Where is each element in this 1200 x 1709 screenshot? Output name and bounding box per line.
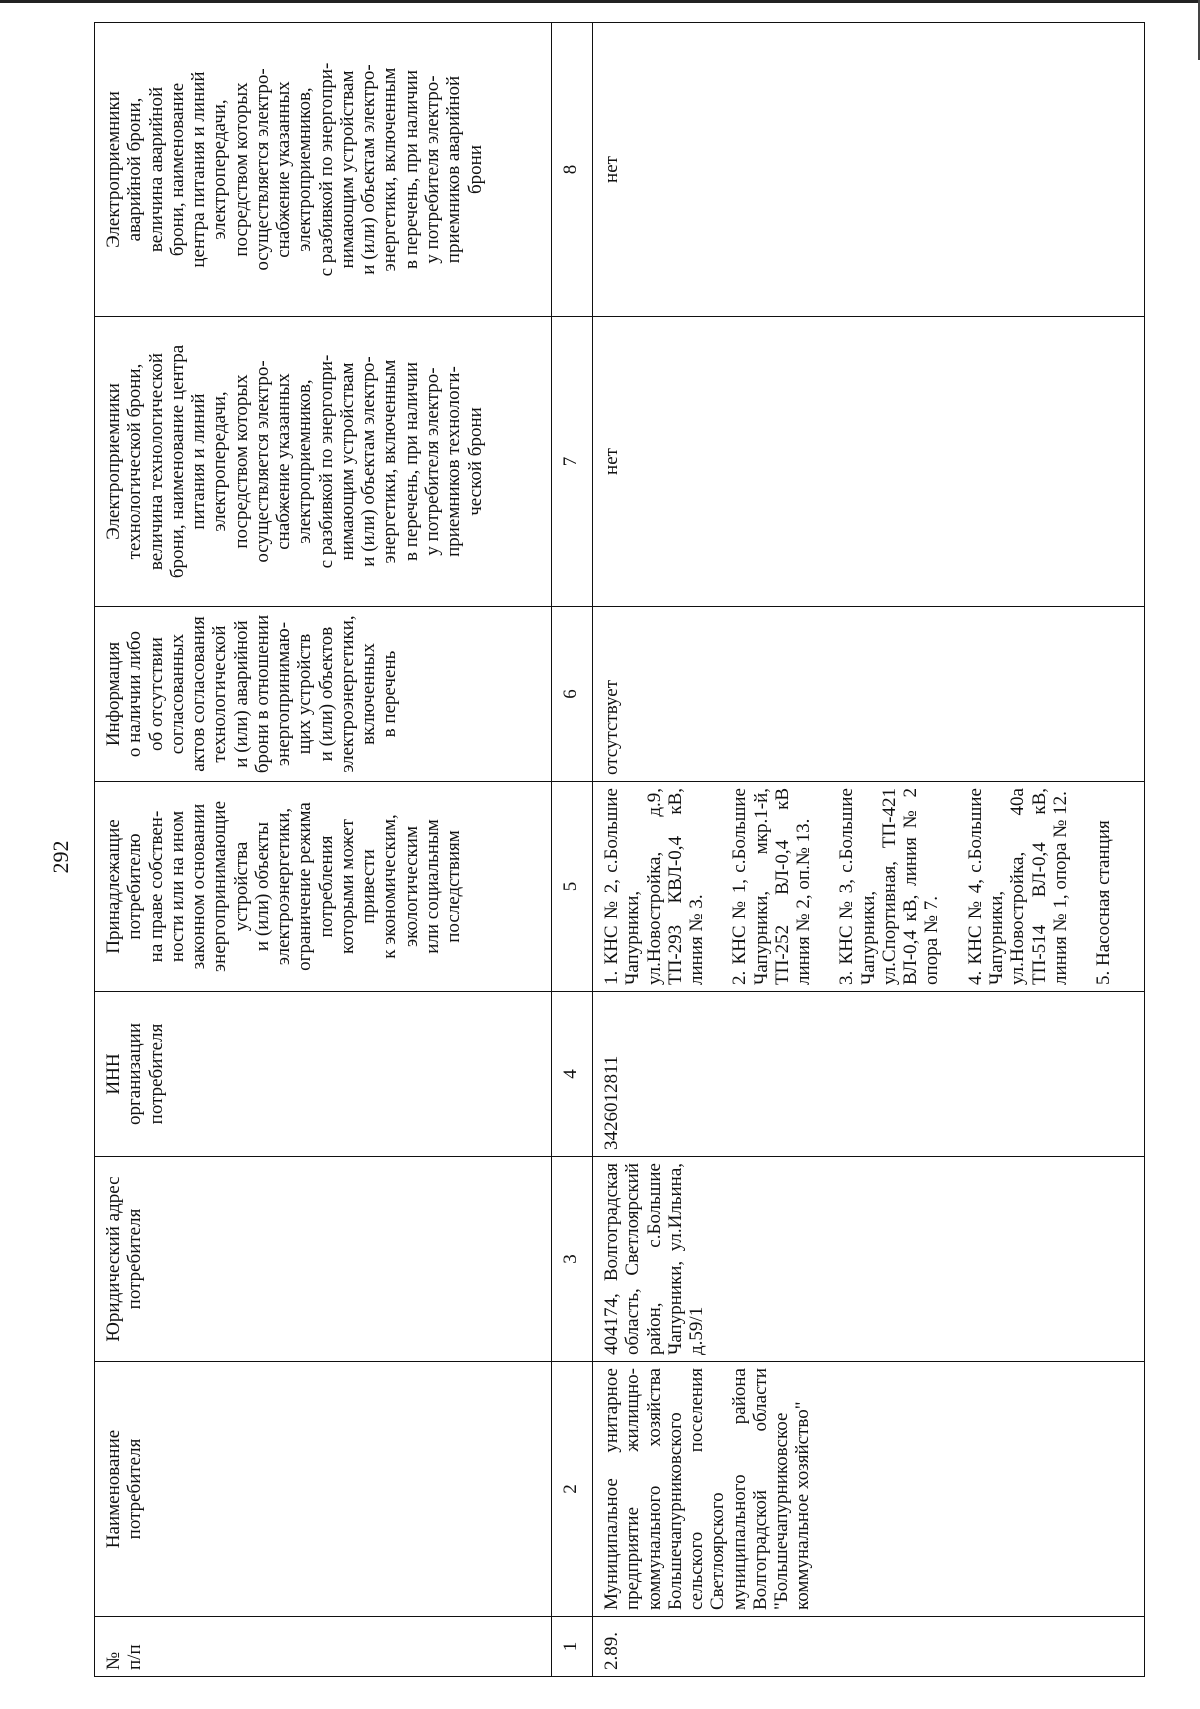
consumer-inn: 3426012811 [593,992,1145,1157]
list-item: 1. КНС № 2, с.Большие Чапурники, ул.Новостройка, д.9, ТП-293 КВЛ-0,4 кВ, линия № 3. [601,788,708,985]
column-number: 1 [552,1617,593,1677]
header-tech-reserve: Электроприемники технологической брони, величина технологической брони, наименование центра питания и линий электропередачи, посредством которых осуществляется электро- снабжение указанных электроприемников, с разбивкой по энергопри- нимающим устройствам и (или) объектам электро- энергетики, включенным в перечень, при наличии у потребителя электро- приемников технологи- ческой брони [95,317,552,607]
agreement-status: отсутствует [593,607,1145,782]
equipment-list [593,782,1145,992]
column-number: 7 [552,317,593,607]
row-number: 2.89. [593,1617,1145,1677]
list-item: 4. КНС № 4, с.Большие Чапурники, ул.Новостройка, 40а ТП-514 ВЛ-0,4 кВ, линия № 1, опора № 12. [964,788,1071,985]
emergency-reserve-value: нет [593,23,1145,317]
header-emergency-reserve: Электроприемники аварийной брони, величина аварийной брони, наименование центра питания и линий электропередачи, посредством которых осуществляется электро- снабжение указанных электроприемников, с разбивкой по энергопри- нимающим устройствам и (или) объектам электро- энергетики, включенным в перечень, при наличии у потребителя электро- приемников аварийной брони [95,23,552,317]
table-row [593,23,1145,1677]
column-number: 4 [552,992,593,1157]
header-equipment: Принадлежащие потребителю на праве собствен- ности или на ином законном основании энергопринимающие устройства и (или) объекты электроэнергетики, ограничение режима потребления которыми может привести к экономическим, экологическим или социальным последствиям [95,782,552,992]
header-name: Наименование потребителя [95,1362,552,1617]
tech-reserve-value: нет [593,317,1145,607]
rotated-document-page [48,23,1158,1677]
column-number: 2 [552,1362,593,1617]
column-number: 8 [552,23,593,317]
column-number-row [552,23,593,1677]
consumer-register-table [94,22,1145,1677]
header-agreement: Информация о наличии либо об отсутствии согласованных актов согласования технологической и (или) аварийной брони в отношении энергопринимаю- щих устройств и (или) объектов электроэнергетики, включенных в перечень [95,607,552,782]
column-number: 3 [552,1157,593,1362]
consumer-name: Муниципальное унитарное предприятие жилищно-коммунального хозяйства Большечапурниковского сельского поселения Светлоярского муниципального района Волгоградской области "Большечапурниковское коммунальное хозяйство" [593,1362,1145,1617]
list-item: 2. КНС № 1, с.Большие Чапурники, мкр.1-й, ТП-252 ВЛ-0,4 кВ линия № 2, оп.№ 13. [729,788,815,985]
header-inn: ИНН организации потребителя [95,992,552,1157]
column-number: 5 [552,782,593,992]
list-item: 5. Насосная станция [1093,820,1115,985]
column-number: 6 [552,607,593,782]
header-num: № п/п [95,1617,552,1677]
page-number: 292 [48,840,73,874]
scan-top-edge [0,0,1200,3]
header-row [95,23,552,1677]
consumer-address: 404174, Волгоградская область, Светлоярский район, с.Большие Чапурники, ул.Ильина, д.59/1 [593,1157,1145,1362]
header-address: Юридический адрес потребителя [95,1157,552,1362]
list-item: 3. КНС № 3, с.Большие Чапурники, ул.Спортивная, ТП-421 ВЛ-0,4 кВ, линия № 2 опора № 7. [836,788,943,985]
